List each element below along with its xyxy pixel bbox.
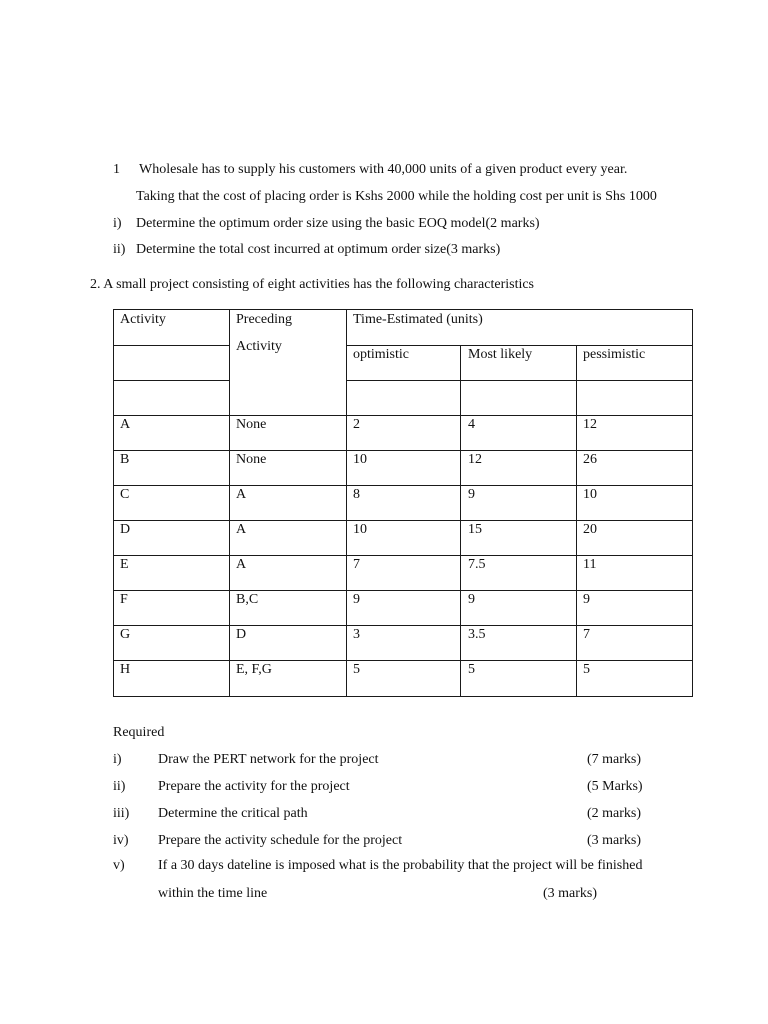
q1-text-line2: Taking that the cost of placing order is Kshs 2000 while the holding cost per unit is Shs 1000 [136, 189, 657, 204]
cell-optimistic: 2 [353, 417, 360, 432]
activity-table [113, 309, 693, 697]
cell-activity: B [120, 452, 130, 467]
header-optimistic: optimistic [353, 347, 409, 362]
cell-preceding: A [236, 557, 247, 572]
cell-pessimistic: 9 [583, 592, 590, 607]
cell-preceding: E, F,G [236, 662, 272, 677]
q1-sub2-text: Determine the total cost incurred at optimum order size(3 marks) [136, 242, 501, 257]
cell-pessimistic: 10 [583, 487, 597, 502]
q1-text-line1: Wholesale has to supply his customers with 40,000 units of a given product every year. [139, 162, 628, 177]
header-preceding-activity: Activity [236, 339, 282, 354]
required-item-text: Prepare the activity for the project [158, 779, 350, 794]
cell-pessimistic: 5 [583, 662, 590, 677]
cell-activity: F [120, 592, 128, 607]
q2-intro: 2. A small project consisting of eight activities has the following characteristics [90, 277, 535, 292]
table-rule [346, 309, 347, 697]
table-rule [692, 309, 693, 697]
table-rule [113, 309, 114, 697]
cell-pessimistic: 7 [583, 627, 590, 642]
header-time-estimated: Time-Estimated (units) [353, 312, 483, 327]
required-item-marks: (5 Marks) [587, 779, 643, 794]
cell-most-likely: 15 [468, 522, 482, 537]
cell-activity: G [120, 627, 131, 642]
q1-number: 1 [113, 162, 120, 177]
table-rule [460, 345, 461, 697]
cell-activity: C [120, 487, 130, 502]
cell-most-likely: 7.5 [468, 557, 486, 572]
cell-preceding: B,C [236, 592, 259, 607]
required-item-marks: (3 marks) [543, 886, 598, 901]
required-item-marks: (7 marks) [587, 752, 642, 767]
header-activity: Activity [120, 312, 166, 327]
cell-activity: A [120, 417, 131, 432]
table-rule [113, 485, 693, 486]
table-rule [113, 520, 693, 521]
required-item-num: ii) [113, 779, 126, 794]
q1-sub1-text: Determine the optimum order size using the basic EOQ model(2 marks) [136, 216, 540, 231]
table-rule [113, 555, 693, 556]
cell-optimistic: 5 [353, 662, 360, 677]
required-label: Required [113, 725, 165, 740]
table-rule [113, 696, 693, 697]
required-item-text: Prepare the activity schedule for the project [158, 833, 403, 848]
cell-optimistic: 10 [353, 522, 367, 537]
table-rule [346, 380, 693, 381]
cell-optimistic: 8 [353, 487, 360, 502]
cell-most-likely: 9 [468, 487, 475, 502]
table-rule [113, 660, 693, 661]
cell-optimistic: 9 [353, 592, 360, 607]
table-rule [113, 415, 693, 416]
required-item-text: If a 30 days dateline is imposed what is the probability that the project will be finished [158, 858, 643, 873]
cell-activity: E [120, 557, 129, 572]
table-rule [229, 309, 230, 697]
cell-preceding: A [236, 487, 247, 502]
cell-preceding: A [236, 522, 247, 537]
table-rule [113, 309, 693, 310]
required-item-continuation: within the time line [158, 886, 268, 901]
required-item-text: Determine the critical path [158, 806, 308, 821]
cell-pessimistic: 11 [583, 557, 597, 572]
table-rule [113, 380, 230, 381]
q1-sub2-num: ii) [113, 242, 126, 257]
cell-activity: H [120, 662, 131, 677]
required-item-text: Draw the PERT network for the project [158, 752, 379, 767]
cell-most-likely: 5 [468, 662, 475, 677]
cell-most-likely: 3.5 [468, 627, 486, 642]
q1-sub1-num: i) [113, 216, 122, 231]
table-rule [113, 450, 693, 451]
cell-pessimistic: 26 [583, 452, 597, 467]
required-item-num: v) [113, 858, 125, 873]
header-most-likely: Most likely [468, 347, 533, 362]
cell-preceding: None [236, 452, 267, 467]
cell-pessimistic: 20 [583, 522, 597, 537]
required-item-marks: (2 marks) [587, 806, 642, 821]
cell-preceding: None [236, 417, 267, 432]
table-rule [113, 345, 230, 346]
cell-preceding: D [236, 627, 247, 642]
cell-optimistic: 10 [353, 452, 367, 467]
cell-most-likely: 4 [468, 417, 475, 432]
header-pessimistic: pessimistic [583, 347, 646, 362]
table-rule [113, 590, 693, 591]
required-item-num: iv) [113, 833, 129, 848]
cell-most-likely: 9 [468, 592, 475, 607]
table-rule [576, 345, 577, 697]
cell-activity: D [120, 522, 131, 537]
table-rule [113, 625, 693, 626]
required-item-num: iii) [113, 806, 130, 821]
cell-optimistic: 3 [353, 627, 360, 642]
cell-pessimistic: 12 [583, 417, 597, 432]
required-item-num: i) [113, 752, 122, 767]
cell-optimistic: 7 [353, 557, 360, 572]
header-preceding: Preceding [236, 312, 292, 327]
cell-most-likely: 12 [468, 452, 482, 467]
required-item-marks: (3 marks) [587, 833, 642, 848]
